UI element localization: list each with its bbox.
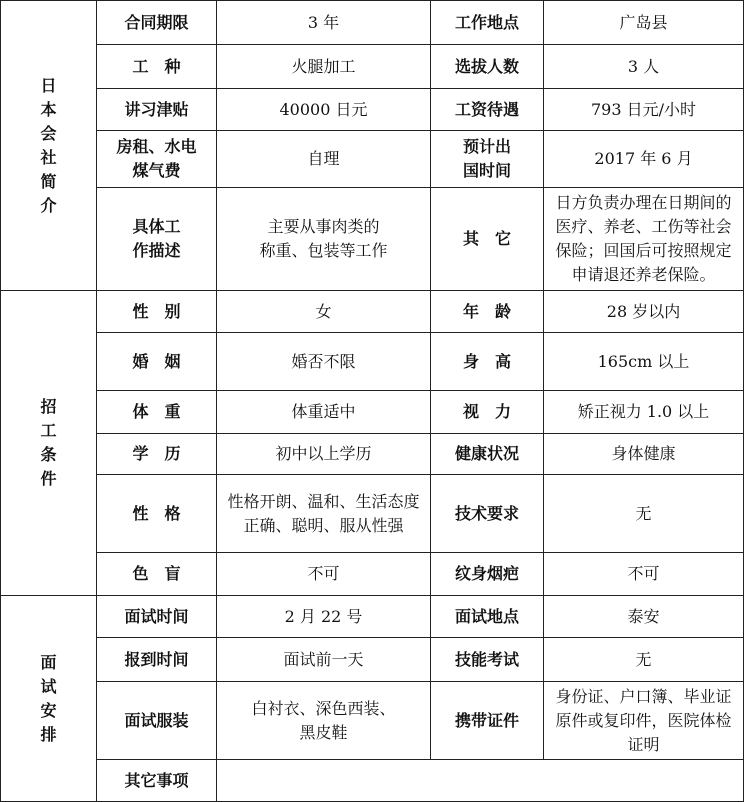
- work-location-value: 广岛县: [544, 1, 744, 45]
- rent-label-text: 房租、水电 煤气费: [116, 137, 197, 180]
- weight-label: 体 重: [97, 391, 217, 434]
- section-interview-arrangements-label: 面 试 安 排: [40, 652, 57, 744]
- education-value: 初中以上学历: [217, 434, 431, 475]
- weight-value: 体重适中: [217, 391, 431, 434]
- job-type-value: 火腿加工: [217, 45, 431, 89]
- interview-attire-label: 面试服装: [97, 682, 217, 760]
- health-value: 身体健康: [544, 434, 744, 475]
- other-matters-value: [217, 760, 744, 802]
- selection-count-label: 选拔人数: [431, 45, 544, 89]
- section-recruitment-conditions-label: 招 工 条 件: [40, 397, 57, 488]
- personality-label: 性 格: [97, 475, 217, 553]
- skill-requirement-value: 无: [544, 475, 744, 553]
- training-allowance-value: 40000 日元: [217, 89, 431, 131]
- marriage-value: 婚否不限: [217, 333, 431, 391]
- skill-exam-label: 技能考试: [431, 638, 544, 682]
- section-interview-arrangements: [1, 596, 97, 802]
- wage-value: 793 日元/小时: [544, 89, 744, 131]
- height-label: 身 高: [431, 333, 544, 391]
- report-time-label: 报到时间: [97, 638, 217, 682]
- section-recruitment-conditions: [1, 291, 97, 596]
- interview-time-label: 面试时间: [97, 596, 217, 638]
- age-label: 年 龄: [431, 291, 544, 333]
- tattoo-value: 不可: [544, 553, 744, 596]
- section-company-intro-label: 日 本 会 社 简 介: [40, 75, 57, 215]
- interview-attire-value: [217, 682, 431, 760]
- other-value: 日方负责办理在日期间的医疗、养老、工伤等社会保险；回国后可按照规定申请退还养老保险。: [544, 188, 744, 291]
- departure-label-text: 预计出 国时间: [462, 137, 511, 180]
- rent-value: 自理: [217, 131, 431, 188]
- selection-count-value: 3 人: [544, 45, 744, 89]
- skill-requirement-label: 技术要求: [431, 475, 544, 553]
- report-time-value: 面试前一天: [217, 638, 431, 682]
- vision-label: 视 力: [431, 391, 544, 434]
- gender-label: 性 别: [97, 291, 217, 333]
- rent-label: [97, 131, 217, 188]
- other-matters-label: 其它事项: [97, 760, 217, 802]
- contract-period-label: 合同期限: [97, 1, 217, 45]
- job-description-label: [97, 188, 217, 291]
- work-location-label: 工作地点: [431, 1, 544, 45]
- marriage-label: 婚 姻: [97, 333, 217, 391]
- job-description-value-text: 主要从事肉类的 称重、包装等工作: [259, 217, 388, 260]
- other-label: 其 它: [431, 188, 544, 291]
- colorblind-value: 不可: [217, 553, 431, 596]
- tattoo-label: 纹身烟疤: [431, 553, 544, 596]
- skill-exam-value: 无: [544, 638, 744, 682]
- training-allowance-label: 讲习津贴: [97, 89, 217, 131]
- documents-value: 身份证、户口簿、毕业证原件或复印件，医院体检证明: [544, 682, 744, 760]
- colorblind-label: 色 盲: [97, 553, 217, 596]
- vision-value: 矫正视力 1.0 以上: [544, 391, 744, 434]
- wage-label: 工资待遇: [431, 89, 544, 131]
- gender-value: 女: [217, 291, 431, 333]
- interview-place-value: 泰安: [544, 596, 744, 638]
- job-type-label: 工 种: [97, 45, 217, 89]
- health-label: 健康状况: [431, 434, 544, 475]
- documents-label: 携带证件: [431, 682, 544, 760]
- interview-place-label: 面试地点: [431, 596, 544, 638]
- departure-value: 2017 年 6 月: [544, 131, 744, 188]
- contract-period-value: 3 年: [217, 1, 431, 45]
- departure-label: [431, 131, 544, 188]
- interview-attire-value-text: 白衬衣、深色西装、 黑皮鞋: [251, 698, 396, 742]
- personality-value: 性格开朗、温和、生活态度正确、聪明、服从性强: [217, 475, 431, 553]
- education-label: 学 历: [97, 434, 217, 475]
- age-value: 28 岁以内: [544, 291, 744, 333]
- job-description-label-text: 具体工 作描述: [132, 217, 181, 260]
- section-company-intro: [1, 1, 97, 291]
- job-description-value: [217, 188, 431, 291]
- interview-time-value: 2 月 22 号: [217, 596, 431, 638]
- height-value: 165cm 以上: [544, 333, 744, 391]
